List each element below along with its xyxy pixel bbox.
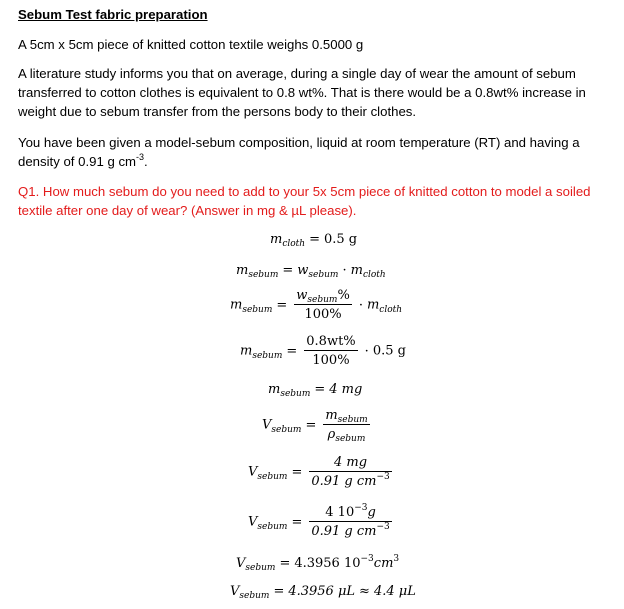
equals-sign: =	[279, 556, 291, 571]
exponent-three: 3	[393, 554, 400, 564]
density-value: 0.91 g cm	[311, 524, 377, 539]
equation-volume-g	[248, 505, 395, 539]
var-m: m	[366, 297, 380, 313]
subscript-sebum: sebum	[257, 471, 288, 482]
subscript-sebum: sebum	[248, 270, 279, 280]
subscript-sebum: sebum	[337, 415, 368, 425]
fraction-g-density	[309, 505, 391, 539]
dot-operator: ·	[342, 263, 347, 278]
equals-sign: =	[305, 417, 317, 433]
var-v: V	[248, 464, 258, 480]
equals-sign: =	[273, 584, 285, 599]
equation-substituted	[240, 334, 406, 368]
exponent-neg3: −3	[376, 472, 390, 482]
value-volume-rounded: 4.4 μL	[373, 584, 416, 599]
exponent-neg3: −3	[354, 503, 368, 513]
equation-volume-ul	[230, 584, 416, 599]
subscript-cloth: cloth	[362, 270, 386, 280]
model-sebum-end: .	[144, 154, 148, 169]
var-v: V	[230, 584, 240, 599]
denominator-100: 100%	[312, 353, 350, 368]
equals-sign: =	[291, 514, 303, 530]
page-title: Sebum Test fabric preparation	[18, 7, 208, 22]
dot-operator: ·	[358, 297, 363, 313]
var-m: m	[325, 408, 338, 423]
numerator-wt: 0.8wt%	[306, 334, 356, 349]
subscript-sebum: sebum	[242, 304, 273, 315]
subscript-cloth: cloth	[282, 239, 306, 249]
fraction-percent	[294, 288, 352, 322]
var-w: w	[297, 263, 309, 278]
subscript-sebum: sebum	[252, 350, 283, 361]
fraction-wt	[304, 334, 357, 368]
subscript-sebum: sebum	[239, 591, 270, 601]
unit-g: g	[367, 505, 376, 520]
paragraph-literature: A literature study informs you that on average, during a single day of wear the amount of sebum transferred to cotton clothes is equivalent to 0.8 wt%. That is there would be a 0.8wt% increase in weight due to sebum transfer from the persons body to their clothes.	[18, 66, 586, 119]
numerator-four-e: 4 10	[325, 505, 355, 520]
exponent-neg3: −3	[376, 522, 390, 532]
subscript-cloth: cloth	[379, 304, 403, 315]
density-value: 0.91 g cm	[311, 474, 377, 489]
var-m: m	[270, 232, 283, 247]
value-half-gram: 0.5 g	[372, 343, 406, 359]
subscript-sebum: sebum	[271, 424, 302, 435]
var-m: m	[350, 263, 363, 278]
subscript-sebum: sebum	[307, 295, 338, 305]
var-w: w	[296, 288, 308, 303]
exponent-neg3: −3	[360, 554, 374, 564]
equation-mass-fraction	[236, 263, 386, 278]
equals-sign: =	[291, 464, 303, 480]
equals-sign: =	[286, 343, 298, 359]
equals-sign: =	[309, 232, 320, 247]
density-exponent: -3	[136, 152, 145, 162]
subscript-sebum: sebum	[335, 434, 366, 444]
var-m: m	[268, 382, 281, 397]
equals-sign: =	[282, 263, 294, 278]
value-cloth-mass: 0.5 g	[324, 232, 358, 247]
paragraph-fabric-weight: A 5cm x 5cm piece of knitted cotton textile weighs 0.5000 g	[18, 37, 364, 52]
equation-m-cloth	[270, 232, 357, 247]
subscript-sebum: sebum	[257, 521, 288, 532]
paragraph-model-sebum	[18, 133, 614, 173]
subscript-sebum: sebum	[245, 563, 276, 573]
equals-sign: =	[276, 297, 288, 313]
fraction-mass-density	[323, 408, 369, 442]
dot-operator: ·	[364, 343, 369, 359]
equation-volume-mg	[248, 455, 395, 489]
value-sebum-mass: 4 mg	[329, 382, 363, 397]
numerator-four-mg: 4 mg	[309, 455, 391, 472]
equals-sign: =	[314, 382, 326, 397]
subscript-sebum: sebum	[308, 270, 339, 280]
var-rho: ρ	[327, 427, 336, 442]
equation-m-result	[268, 382, 362, 397]
var-v: V	[262, 417, 272, 433]
value-volume: 4.3956 10	[294, 556, 361, 571]
model-sebum-text: You have been given a model-sebum composition, liquid at room temperature (RT) and having a density of 0.91 g cm	[18, 135, 580, 169]
var-m: m	[236, 263, 249, 278]
equation-percent-fraction	[230, 288, 402, 322]
var-v: V	[248, 514, 258, 530]
var-m: m	[240, 343, 253, 359]
subscript-sebum: sebum	[280, 389, 311, 399]
var-m: m	[230, 297, 243, 313]
equation-volume-cm3	[236, 556, 399, 571]
question-q1: Q1. How much sebum do you need to add to your 5x 5cm piece of knitted cotton to model a soiled textile after one day of wear? (Answer in mg & µL please).	[18, 184, 591, 218]
unit-cm: cm	[373, 556, 394, 571]
denominator-100: 100%	[304, 307, 342, 322]
approx-sign: ≈	[359, 584, 370, 599]
percent-sign: %	[337, 288, 350, 303]
fraction-mg-density	[309, 455, 391, 489]
equation-volume-def	[262, 408, 373, 442]
value-volume-ul: 4.3956 μL	[288, 584, 356, 599]
var-v: V	[236, 556, 246, 571]
